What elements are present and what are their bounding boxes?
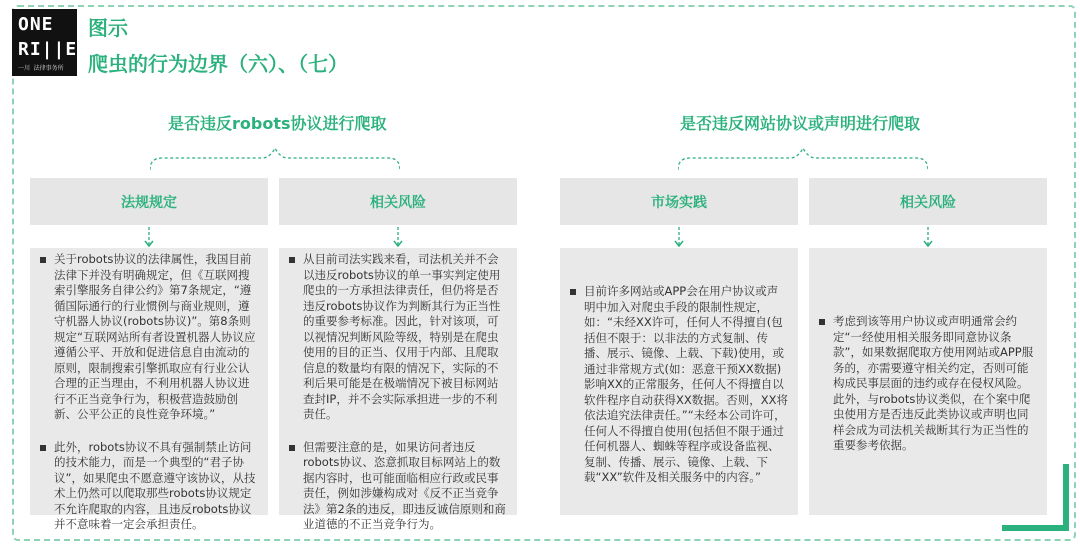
logo-line: ONE: [18, 14, 54, 35]
down-arrow-icon: [922, 227, 934, 249]
list-item: 但需要注意的是，如果访问者违反robots协议、恣意抓取目标网站上的数据内容时，也可能面临相应行政或民事责任，例如涉嫌构成对《反不正当竞争法》第2条的违反，即违反诚信原则和商业道德的不正当竞争行为。: [289, 440, 507, 533]
corner-accent: [1002, 525, 1069, 531]
down-arrow-icon: [392, 227, 404, 249]
list-item: 考虑到该等用户协议或声明通常会约定“一经使用相关服务即同意协议条款”，如果数据爬取方使用网站或APP服务的，亦需要遵守相关约定，否则可能构成民事层面的违约或存在侵权风险。此外，与robots协议类似，在个案中爬虫使用方是否违反此类协议或声明也同样会成为司法机关裁断其行为正当性的重要参考依据。: [819, 314, 1037, 454]
page-title: 图示: [88, 16, 128, 40]
category-risk: 相关风险: [809, 178, 1047, 225]
list-item: 此外，robots协议不具有强制禁止访问的技术能力，而是一个典型的“君子协议”，如果爬虫不愿意遵守该协议，从技术上仍然可以爬取那些robots协议规定不允许爬取的内容，且违反robots协议并不意味着一定会承担责任。: [40, 440, 258, 533]
down-arrow-icon: [673, 227, 685, 249]
brace-right: [678, 140, 928, 172]
card-risk-robots: [279, 248, 517, 531]
card-risk-website: [809, 248, 1047, 515]
list-item: 关于robots协议的法律属性，我国目前法律下并没有明确规定，但《互联网搜索引擎服务自律公约》第7条规定，“遵循国际通行的行业惯例与商业规则，遵守机器人协议(robots协议)”。第8条则规定“互联网站所有者设置机器人协议应遵循公平、开放和促进信息自由流动的原则，限制搜索引擎抓取应有行业公认合理的正当理由，不利用机器人协议进行不正当竞争行为，积极营造鼓励创新、公平公正的良性竞争环境。”: [40, 252, 258, 423]
down-arrow-icon: [143, 227, 155, 249]
card-regulation: [30, 248, 268, 531]
card-market-practice: [560, 248, 798, 515]
category-regulation: 法规规定: [30, 178, 268, 225]
section-title-robots: 是否违反robots协议进行爬取: [168, 114, 387, 133]
logo-line: 一川 法律事务所: [18, 65, 64, 72]
section-title-website: 是否违反网站协议或声明进行爬取: [680, 114, 921, 133]
corner-accent: [1063, 464, 1069, 531]
logo-line: RI||ER: [18, 39, 90, 60]
logo: [12, 9, 90, 76]
list-item: 目前许多网站或APP会在用户协议或声明中加入对爬虫手段的限制性规定，如：“未经XX许可，任何人不得擅自(包括但不限于：以非法的方式复制、传播、展示、镜像、上载、下载)使用，或通过非常规方式(如：恶意干预XX数据)影响XX的正常服务，任何人不得擅自以软件程序自动获得XX数据。否则，XX将依法追究法律责任。”“未经本公司许可，任何人不得擅自使用(包括但不限于通过任何机器人、蜘蛛等程序或设备监视、复制、传播、展示、镜像、上载、下载“XX”软件及相关服务中的内容。”: [570, 284, 788, 486]
brace-left: [150, 140, 400, 172]
category-market-practice: 市场实践: [560, 178, 798, 225]
list-item: 从目前司法实践来看，司法机关并不会以违反robots协议的单一事实判定使用爬虫的一方承担法律责任，但仍将是否违反robots协议作为判断其行为正当性的重要参考标准。因此，针对该项，可以视情况判断风险等级，特别是在爬虫使用的目的正当、仅用于内部、且爬取信息的数量均有限的情况下，实际的不利后果可能是在极端情况下被目标网站查封IP，并不会实际承担进一步的不利责任。: [289, 252, 507, 423]
category-risk: 相关风险: [279, 178, 517, 225]
page-subtitle: 爬虫的行为边界（六）、（七）: [88, 52, 348, 76]
